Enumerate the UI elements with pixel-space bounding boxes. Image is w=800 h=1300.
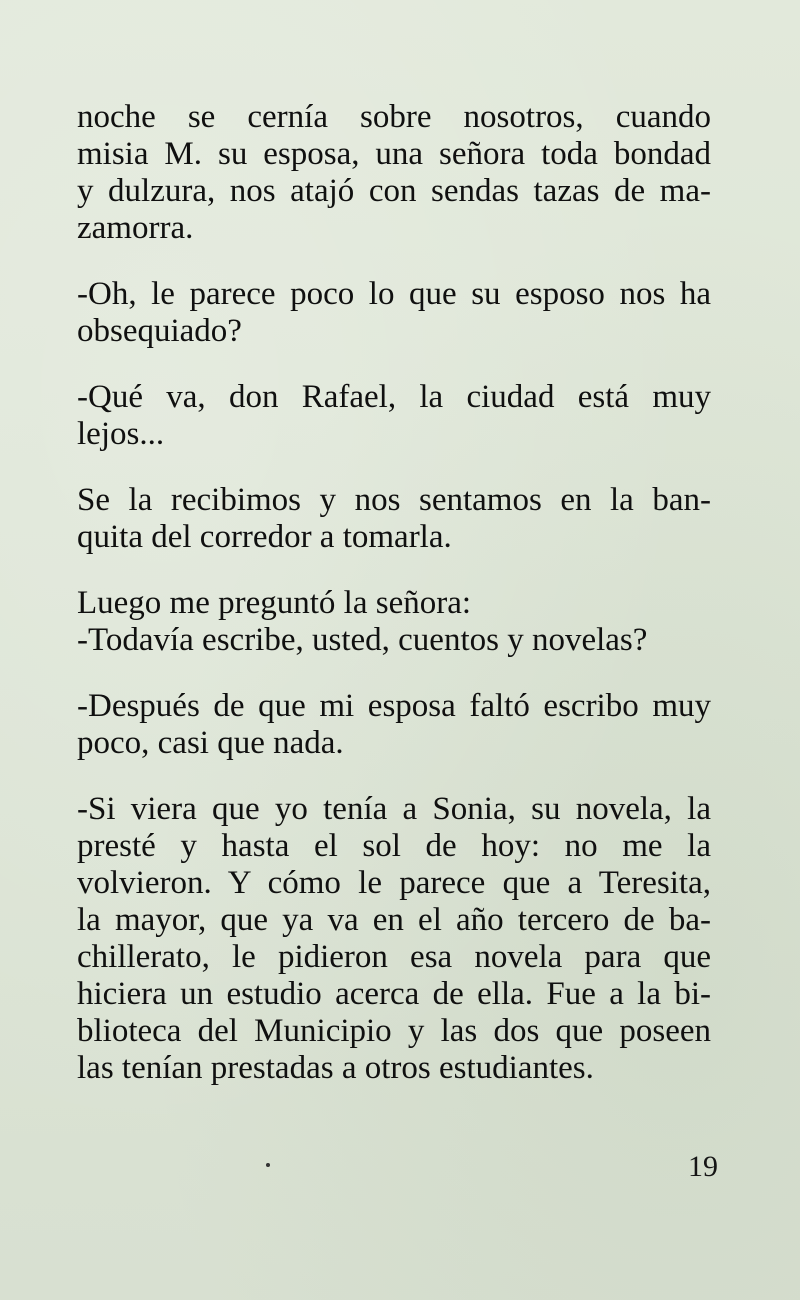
- paragraph: [77, 791, 711, 1087]
- text-line: -Si viera que yo tenía a Sonia, su novela, la: [77, 791, 711, 827]
- text-line: la mayor, que ya va en el año tercero de ba-: [77, 902, 711, 938]
- ink-speck: [266, 1163, 270, 1167]
- text-line: -Todavía escribe, usted, cuentos y novelas?: [77, 622, 648, 658]
- text-line: zamorra.: [77, 210, 194, 246]
- text-line: Luego me preguntó la señora:: [77, 585, 472, 621]
- text-line: -Qué va, don Rafael, la ciudad está muy: [77, 379, 711, 415]
- text-line: -Oh, le parece poco lo que su esposo nos ha: [77, 276, 711, 312]
- text-line: presté y hasta el sol de hoy: no me la: [77, 828, 711, 864]
- text-line: quita del corredor a tomarla.: [77, 519, 452, 555]
- text-line: lejos...: [77, 416, 165, 452]
- text-line: hiciera un estudio acerca de ella. Fue a la bi-: [77, 976, 711, 1012]
- paragraph: [77, 276, 711, 350]
- page-number: 19: [688, 1150, 718, 1183]
- text-line: obsequiado?: [77, 313, 242, 349]
- paragraph: [77, 688, 711, 762]
- text-line: las tenían prestadas a otros estudiantes.: [77, 1050, 594, 1086]
- paragraph: [77, 379, 711, 453]
- text-line: y dulzura, nos atajó con sendas tazas de ma-: [77, 173, 711, 209]
- body-text: [77, 99, 711, 1116]
- text-line: chillerato, le pidieron esa novela para que: [77, 939, 711, 975]
- text-line: volvieron. Y cómo le parece que a Teresita,: [77, 865, 711, 901]
- text-line: -Después de que mi esposa faltó escribo muy: [77, 688, 711, 724]
- text-line: blioteca del Municipio y las dos que poseen: [77, 1013, 711, 1049]
- paragraph: [77, 99, 711, 247]
- paragraph: [77, 585, 711, 659]
- text-line: misia M. su esposa, una señora toda bondad: [77, 136, 711, 172]
- text-line: poco, casi que nada.: [77, 725, 344, 761]
- text-line: Se la recibimos y nos sentamos en la ban-: [77, 482, 711, 518]
- text-line: noche se cernía sobre nosotros, cuando: [77, 99, 711, 135]
- paragraph: [77, 482, 711, 556]
